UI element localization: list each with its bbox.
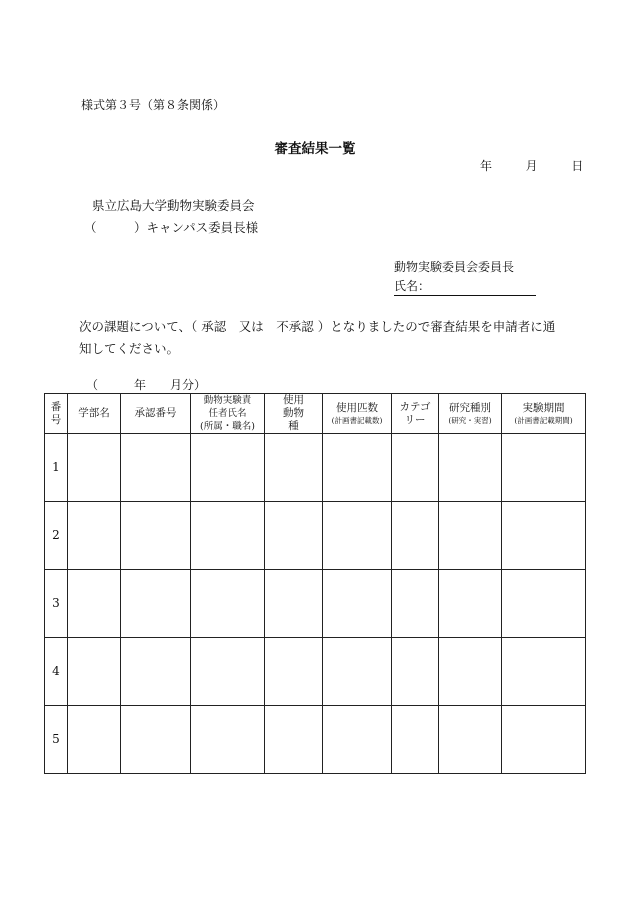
cell-approval-number[interactable] — [121, 570, 191, 638]
addressee-line2: （ ）キャンパス委員長様 — [84, 220, 259, 235]
cell-faculty[interactable] — [68, 570, 121, 638]
cell-research-type[interactable] — [439, 502, 502, 570]
cell-research-type[interactable] — [439, 638, 502, 706]
header-approval-number: 承認番号 — [121, 394, 191, 434]
header-animal-species: 使用動物種 — [265, 394, 323, 434]
cell-faculty[interactable] — [68, 502, 121, 570]
cell-research-type[interactable] — [439, 706, 502, 774]
cell-animal-species[interactable] — [265, 706, 323, 774]
document-title: 審査結果一覧 — [274, 141, 356, 157]
cell-approval-number[interactable] — [121, 502, 191, 570]
cell-animal-count[interactable] — [323, 638, 392, 706]
addressee-line1: 県立広島大学動物実験委員会 — [92, 198, 255, 213]
cell-animal-count[interactable] — [323, 434, 392, 502]
cell-animal-count[interactable] — [323, 502, 392, 570]
date-day: 日 — [571, 159, 584, 173]
sender-name-label: 氏名： — [394, 279, 431, 293]
header-row — [45, 394, 586, 434]
table-row — [45, 434, 586, 502]
cell-approval-number[interactable] — [121, 434, 191, 502]
cell-responsible-person[interactable] — [191, 638, 265, 706]
cell-research-type[interactable] — [439, 570, 502, 638]
cell-animal-count[interactable] — [323, 706, 392, 774]
header-animal-count: 使用匹数 (計画書記載数) — [323, 394, 392, 434]
cell-responsible-person[interactable] — [191, 706, 265, 774]
cell-experiment-period[interactable] — [502, 502, 586, 570]
row-number: 4 — [45, 638, 68, 706]
cell-experiment-period[interactable] — [502, 638, 586, 706]
sender-title: 動物実験委員会委員長 — [394, 260, 515, 274]
cell-experiment-period[interactable] — [502, 434, 586, 502]
cell-experiment-period[interactable] — [502, 706, 586, 774]
cell-research-type[interactable] — [439, 434, 502, 502]
cell-category[interactable] — [392, 706, 439, 774]
cell-experiment-period[interactable] — [502, 570, 586, 638]
cell-category[interactable] — [392, 638, 439, 706]
cell-animal-species[interactable] — [265, 638, 323, 706]
table-row — [45, 570, 586, 638]
date-year: 年 — [480, 159, 493, 173]
header-category: カテゴリー — [392, 394, 439, 434]
cell-animal-count[interactable] — [323, 570, 392, 638]
notice-body: 次の課題について、（ 承認 又は 不承認 ）となりましたので審査結果を申請者に通知してください。 — [79, 319, 556, 356]
cell-responsible-person[interactable] — [191, 502, 265, 570]
row-number: 2 — [45, 502, 68, 570]
cell-approval-number[interactable] — [121, 638, 191, 706]
row-number: 5 — [45, 706, 68, 774]
cell-animal-species[interactable] — [265, 434, 323, 502]
table-row — [45, 638, 586, 706]
date-month: 月 — [525, 159, 538, 173]
date-line — [480, 157, 583, 174]
header-number: 番号 — [45, 394, 68, 434]
header-faculty: 学部名 — [68, 394, 121, 434]
cell-faculty[interactable] — [68, 638, 121, 706]
cell-animal-species[interactable] — [265, 570, 323, 638]
sender-name-field — [394, 277, 536, 296]
cell-category[interactable] — [392, 570, 439, 638]
cell-category[interactable] — [392, 434, 439, 502]
period-label: （ 年 月分） — [86, 378, 207, 392]
cell-category[interactable] — [392, 502, 439, 570]
cell-responsible-person[interactable] — [191, 434, 265, 502]
table-row — [45, 502, 586, 570]
row-number: 3 — [45, 570, 68, 638]
results-table — [44, 393, 586, 774]
row-number: 1 — [45, 434, 68, 502]
cell-animal-species[interactable] — [265, 502, 323, 570]
cell-approval-number[interactable] — [121, 706, 191, 774]
cell-faculty[interactable] — [68, 434, 121, 502]
header-responsible-person: 動物実験責任者氏名 (所属・職名) — [191, 394, 265, 434]
form-number: 様式第３号（第８条関係） — [81, 98, 226, 112]
header-experiment-period: 実験期間 (計画書記載期間) — [502, 394, 586, 434]
header-research-type: 研究種別 (研究・実習) — [439, 394, 502, 434]
cell-responsible-person[interactable] — [191, 570, 265, 638]
table-row — [45, 706, 586, 774]
cell-faculty[interactable] — [68, 706, 121, 774]
